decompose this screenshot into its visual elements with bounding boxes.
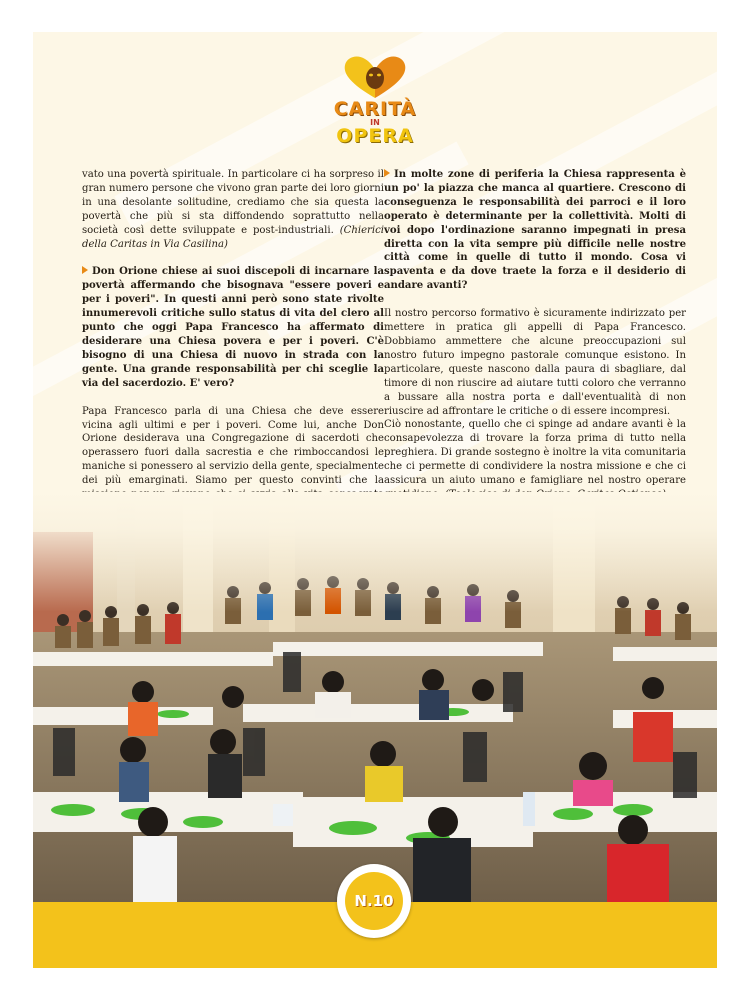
arrow-marker-icon xyxy=(82,266,88,274)
paragraph-text: Papa Francesco parla di una Chiesa che deve essere vicina agli ultimi e per i poveri. Come lui, anche Don Orione desiderava una Congregazione di sacerdoti che operassero fuori dalla sacrestia e che rimboccandosi le maniche si ponessero al servizio della gente, specialmente dei più emarginati. Siamo per questo convinti che la xyxy=(82,405,384,487)
logo-title: CARITÀ xyxy=(333,98,417,120)
citation: (Chierici della Caritas in Via Casilina) xyxy=(82,224,384,250)
issue-badge xyxy=(337,864,411,938)
paragraph xyxy=(82,168,384,251)
left-column xyxy=(82,168,384,544)
logo-subtitle: OPERA xyxy=(336,125,414,147)
question-paragraph xyxy=(82,265,384,390)
question-text: Don Orione chiese ai suoi discepoli di incarnare la povertà affermando che bisognava "essere poveri e per i poveri". In questi anni però sono state rivolte innumerevoli critiche sullo status di vita del clero al punto che oggi Papa Francesco ha affermato di desiderare una Chiesa povera e per i poveri. C'è bisogno di una Chiesa di nuovo in strada con la gente. Una grande responsabilità per chi sceglie la via del sacerdozio. E' vero? xyxy=(82,266,384,389)
arrow-marker-icon xyxy=(384,169,390,177)
photo-top-fade xyxy=(33,492,717,612)
question-paragraph xyxy=(384,168,686,293)
heart-hands-icon xyxy=(341,54,409,100)
paragraph xyxy=(384,307,686,418)
logo-in: IN xyxy=(370,118,380,127)
issue-number: N.10 xyxy=(345,872,403,930)
magazine-logo xyxy=(315,54,435,164)
paragraph-text: vato una povertà spirituale. In particolare ci ha sorpreso il gran numero persone che vivono gran parte dei loro giorni in una desolante solitudine, crediamo che sia questa la povertà che più si sta diffondendo soprattutto nella società così dette sviluppate e post-industriali. xyxy=(82,169,384,236)
magazine-page xyxy=(33,32,717,968)
paragraph xyxy=(384,418,686,501)
question-text: In molte zone di periferia la Chiesa rappresenta è un po' la piazza che manca al quartiere. Crescono di conseguenza le responsabilità dei parroci e il loro operato è determinante per la collettività. Molti di voi dopo l'ordinazione saranno impegnati in presa diretta con la vita sempre più difficile nelle nostre città come in quelle di tutto il mondo. Cosa vi spaventa e da dove traete la forza e il desiderio di andare avanti? xyxy=(384,169,686,292)
canteen-photo xyxy=(33,492,717,902)
paragraph-text: Ciò nonostante, quello che ci spinge ad andare avanti è la consapevolezza di trovare la forza prima di tutto nella preghiera. Di grande sostegno è inoltre la vita comunitaria che ci permette di condividere la nostra missione e che ci assicura un aiuto umano e famigliare nel nostro operare xyxy=(384,419,686,487)
paragraph-text: Il nostro percorso formativo è sicuramente indirizzato per mettere in pratica gli appelli di Papa Francesco. Dobbiamo ammettere che alcune preoccupazioni sul nostro futuro impegno pastorale comunque esistono. In particolare, queste nascono dalla paura di sbagliare, dal timore di non riuscire ad aiutare tutti coloro che verranno a bussare alla nostra porta e dall'eventualità di non riuscire ad affrontare le critiche o di essere incompresi. xyxy=(384,308,686,417)
right-column xyxy=(384,168,686,516)
